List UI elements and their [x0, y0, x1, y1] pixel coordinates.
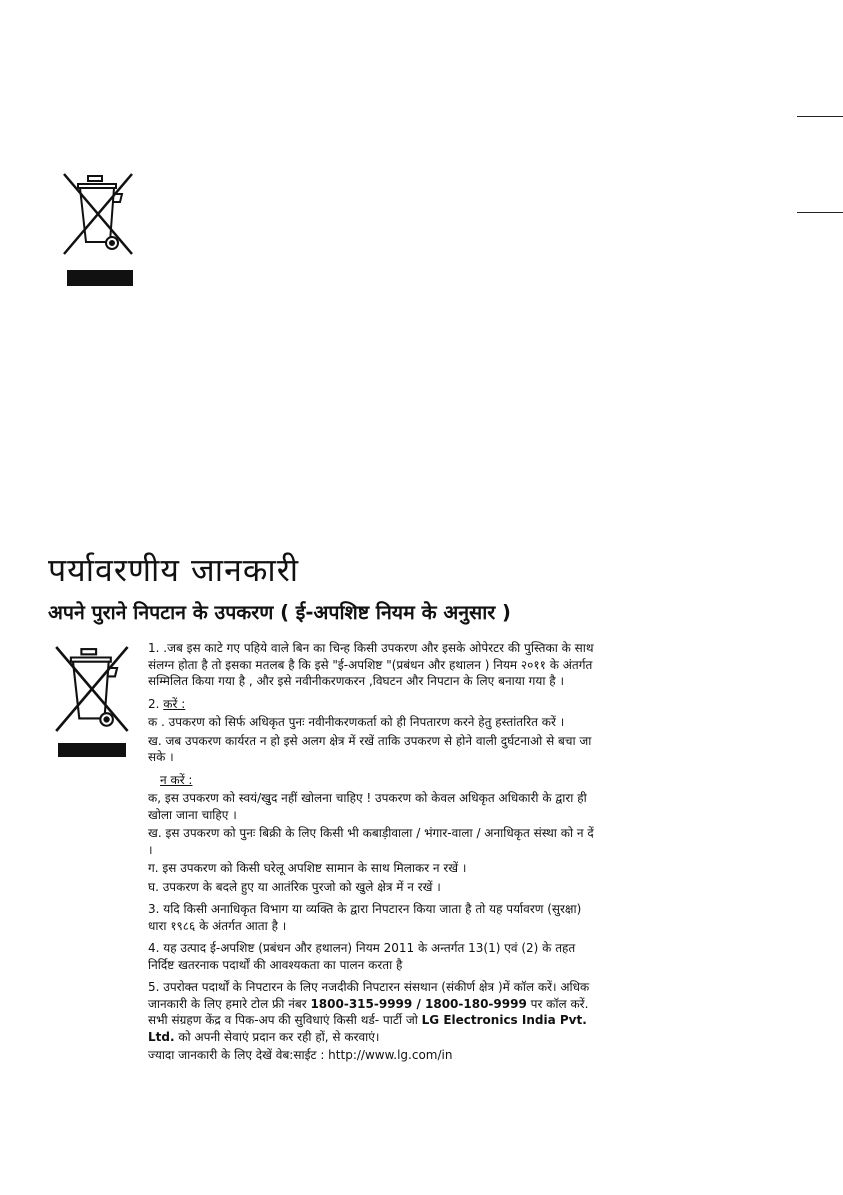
paragraph-1: 1. .जब इस काटे गए पहिये वाले बिन का चिन्ह किसी उपकरण और इसके ओपेरटर की पुस्तिका के साथ संलग्न होता है तो इसका मतलब है कि इसे "ई-अपशिष्ट "(प्रबंधन और हथालन ) नियम २०११ के अंतर्गत सम्मिलित किया गया है , और इसे नवीनीकरणकरन ,विघटन और निपटान के लिए बनाया गया है । — [148, 641, 594, 688]
website-line[interactable]: ज्यादा जानकारी के लिए देखें वेब:साईट : http://www.lg.com/in — [148, 1048, 453, 1062]
weee-bar-bottom — [58, 743, 126, 757]
dont-item-a: क, इस उपकरण को स्वयं/खुद नहीं खोलना चाहिए ! उपकरण को केवल अधिकृत अधिकारी के द्वारा ही खोला जाना चाहिए । — [148, 791, 587, 822]
weee-symbol-top — [60, 172, 140, 260]
do-heading — [148, 696, 600, 713]
weee-symbol-bottom — [52, 644, 136, 738]
company-name: LG Electronics India Pvt. Ltd. — [148, 1013, 587, 1044]
do-heading-label: करें : — [163, 696, 186, 711]
p5-start: 5. उपरोक्त पदार्थों के निपटारन के लिए नजदीकी निपटारन संसथान (संकीर्ण क्षेत्र )में कॉल करें। अधिक जानकारी के लिए हमारे टोल फ्री नंबर — [148, 980, 590, 1011]
toll-free-number: 1800-315-9999 / 1800-180-9999 — [310, 996, 527, 1011]
do-number: 2. — [148, 696, 164, 711]
dont-heading — [148, 772, 600, 789]
do-item-b: ख. जब उपकरण कार्यरत न हो इसे अलग क्षेत्र में रखें ताकि उपकरण से होने वाली दुर्घटनाओ से बचा जा सके । — [148, 733, 592, 764]
crossed-out-wheeled-bin-icon — [60, 172, 140, 256]
dont-item-d: घ. उपकरण के बदले हुए या आतंरिक पुरजो को खुले क्षेत्र में न रखें । — [148, 879, 441, 894]
dont-heading-label: न करें : — [160, 772, 193, 787]
margin-mark-bottom — [797, 212, 843, 213]
disposal-instructions — [148, 640, 600, 1070]
do-item-a: क . उपकरण को सिर्फ अधिकृत पुनः नवीनीकरणकर्ता को ही निपतारण करने हेतु हस्तांतरित करें । — [148, 715, 565, 729]
crossed-out-wheeled-bin-icon — [52, 644, 136, 734]
dont-item-b: ख. इस उपकरण को पुनः बिक्री के लिए किसी भी कबाड़ीवाला / भंगार-वाला / अनाधिकृत संस्था को न दें । — [148, 826, 594, 857]
dont-item-c: ग. इस उपकरण को किसी घरेलू अपशिष्ट सामान के साथ मिलाकर न रखें । — [148, 861, 467, 875]
page-title: पर्यावरणीय जानकारी — [48, 551, 300, 589]
paragraph-5 — [148, 979, 600, 1045]
margin-mark-top — [797, 116, 843, 117]
paragraph-4: 4. यह उत्पाद ई-अपशिष्ट (प्रबंधन और हथालन) नियम 2011 के अन्तर्गत 13(1) एवं (2) के तहत निर्दिष्ट खतरनाक पदार्थों की आवश्यकता का पालन करता है — [148, 941, 576, 972]
paragraph-3: 3. यदि किसी अनाधिकृत विभाग या व्यक्ति के द्वारा निपटारन किया जाता है तो यह पर्यावरण (सुरक्षा) धारा १९८६ के अंतर्गत आता है । — [148, 902, 582, 933]
section-subtitle: अपने पुराने निपटान के उपकरण ( ई-अपशिष्ट नियम के अनुसार ) — [48, 601, 511, 624]
p5-end: को अपनी सेवाएं प्रदान कर रही हों, से करवाएं। — [174, 1029, 380, 1044]
p5-mid: पर कॉल करें. सभी संग्रहण केंद्र व पिक-अप की सुविधाएं किसी थर्ड- पार्टी जो — [148, 996, 589, 1027]
weee-bar-top — [67, 270, 133, 286]
